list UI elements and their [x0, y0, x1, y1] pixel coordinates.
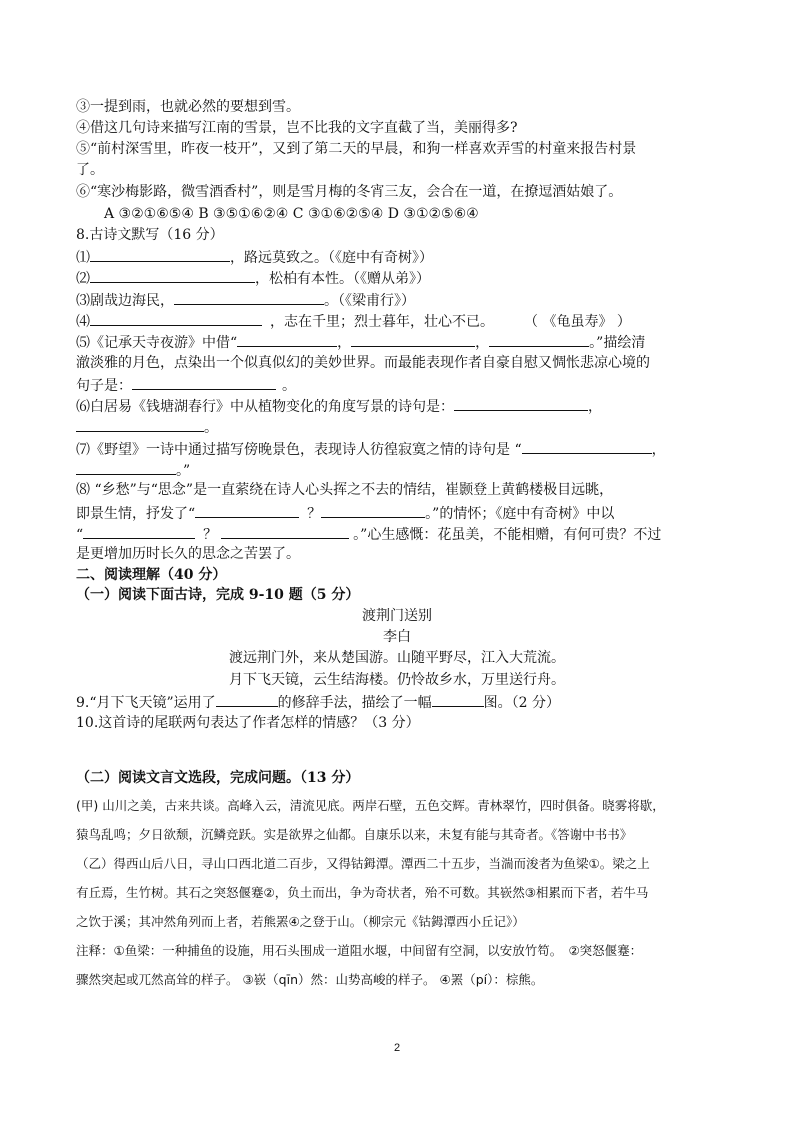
q8-title: 8.古诗文默写（16 分） [76, 227, 224, 243]
punct: ， [475, 335, 490, 351]
question-10: 10.这首诗的尾联两句表达了作者怎样的情感？（3 分） [76, 715, 420, 731]
answer-blank[interactable] [216, 691, 278, 707]
q8-line-6b [76, 416, 218, 438]
q7-sentence-4: ④借这几句诗来描写江南的雪景，岂不比我的文字直截了当，美丽得多? [76, 120, 518, 136]
q8-line-8: ⑻ “乡愁”与“思念”是一直萦绕在诗人心头挥之不去的情结，崔颢登上黄鹤楼极目远眺， [76, 482, 614, 498]
item-text: ，松柏有本性。（《赠从弟》） [255, 271, 430, 287]
answer-blank[interactable] [321, 502, 425, 518]
passage-yi-line-1: （乙）得西山后八日，寻山口西北道二百步，又得钴鉧潭。潭西二十五步，当湍而浚者为鱼梁①。梁之上 [76, 856, 650, 871]
item-text: 。”描绘清 [589, 335, 646, 351]
q8-line-7 [76, 438, 666, 460]
q8-line-5 [76, 331, 645, 353]
q7-sentence-5a: ⑤“前村深雪里，昨夜一枝开”，又到了第二天的早晨，和狗一样喜欢弄雪的村童来报告村景 [76, 141, 637, 157]
q8-line-1 [76, 246, 433, 268]
q8-line-5b: 澈淡雅的月色，点染出一个似真似幻的美妙世界。而最能表现作者自豪自慰又惆怅悲凉心境的 [76, 355, 650, 371]
q8-line-7b [76, 459, 190, 481]
q8-line-3 [76, 289, 415, 311]
item-text: 即景生情，抒发了“ [76, 506, 196, 522]
item-text: 。”心生感慨：花虽美，不能相赠，有何可贵？不过 [353, 527, 662, 543]
answer-blank[interactable] [237, 331, 337, 347]
punct: ， [651, 442, 666, 458]
item-text: 9.“月下飞天镜”运用了 [76, 695, 216, 711]
item-number: ⑷ [76, 314, 90, 330]
q8-line-4 [76, 310, 631, 332]
passage-jia-line-1: (甲) 山川之美，古来共谈。高峰入云，清流见底。两岸石壁，五色交辉。青林翠竹，四时俱备。晓雾将歇， [76, 798, 665, 813]
punct: ？ [203, 527, 218, 543]
poem-title: 渡荆门送别 [362, 608, 432, 624]
passage-yi-line-2: 有丘焉，生竹树。其石之突怒偃蹇②，负土而出，争为奇状者，殆不可数。其嵚然③相累而下者，若牛马 [76, 885, 649, 900]
punct: ？ [307, 506, 322, 522]
answer-blank[interactable] [195, 502, 299, 518]
item-text: 。”的情怀；《庭中有奇树》中以 [425, 506, 615, 522]
passage-yi-line-3: 之饮于溪；其冲然角列而上者，若熊罴④之登于山。（柳宗元《钴鉧潭西小丘记》） [76, 914, 525, 929]
annotation-line-2: 骤然突起或兀然高耸的样子。 ③嵚（qīn）然：山势高峻的样子。 ④罴（pí）：棕熊。 [76, 972, 544, 987]
answer-blank[interactable] [221, 523, 349, 539]
punct: 。 [282, 378, 296, 394]
item-text: 的修辞手法，描绘了一幅 [277, 695, 432, 711]
item-text: 句子是： [76, 378, 132, 394]
q8-line-8d: 是更增加历时长久的思念之苦罢了。 [76, 546, 300, 562]
answer-blank[interactable] [76, 459, 176, 475]
item-text: 图。（2 分） [483, 695, 561, 711]
item-text: ⑹白居易《钱塘湖春行》中从植物变化的角度写景的诗句是： [76, 399, 454, 415]
item-text: ，志在千里；烈士暮年，壮心不已。 [270, 314, 494, 330]
punct: ， [337, 335, 352, 351]
answer-blank[interactable] [522, 438, 652, 454]
q8-line-5c [76, 374, 296, 396]
item-number: ⑵ [76, 271, 90, 287]
page-number: 2 [393, 1042, 401, 1054]
answer-blank[interactable] [132, 374, 276, 390]
annotation-line-1: 注释：①鱼梁：一种捕鱼的设施，用石头围成一道阻水堰，中间留有空洞，以安放竹笱。 ②突怒偃蹇： [76, 943, 643, 958]
section-2-2-title: （二）阅读文言文选段，完成问题。（13 分） [76, 770, 360, 786]
q8-line-6 [76, 395, 602, 417]
q7-sentence-5b: 了。 [76, 162, 104, 178]
answer-blank[interactable] [76, 416, 204, 432]
item-number: ⑴ [76, 250, 90, 266]
poem-line-2: 月下飞天镜，云生结海楼。仍怜故乡水，万里送行舟。 [229, 672, 565, 688]
poem-line-1: 渡远荆门外，来从楚国游。山随平野尽，江入大荒流。 [229, 650, 565, 666]
answer-blank[interactable] [432, 691, 484, 707]
answer-blank[interactable] [90, 310, 262, 326]
answer-blank[interactable] [83, 523, 195, 539]
question-9 [76, 691, 560, 713]
item-text: ⑸《记承天寺夜游》中借“ [76, 335, 238, 351]
punct: ， [588, 399, 602, 415]
punct: 。” [176, 463, 191, 479]
item-text: 。（《梁甫行》） [324, 293, 415, 309]
answer-blank[interactable] [489, 331, 589, 347]
punct: “ [76, 527, 84, 543]
section-2-1-title: （一）阅读下面古诗，完成 9-10 题（5 分） [76, 587, 360, 603]
q7-sentence-6: ⑥“寒沙梅影路，微雪酒香村”，则是雪月梅的冬宵三友，会合在一道，在撩逗酒姑娘了。 [76, 184, 623, 200]
punct: 。 [204, 420, 218, 436]
q7-choices: A ③②①⑥⑤④ B ③⑤①⑥②④ C ③①⑥②⑤④ D ③①②⑤⑥④ [104, 206, 479, 222]
answer-blank[interactable] [174, 289, 324, 305]
item-text: ，路远莫致之。（《庭中有奇树》） [230, 250, 433, 266]
item-source: （ 《龟虽寿》 ） [524, 314, 631, 330]
q8-line-8b [76, 502, 614, 524]
answer-blank[interactable] [90, 267, 255, 283]
item-text: ⑺《野望》一诗中通过描写傍晚景色，表现诗人彷徨寂寞之情的诗句是 “ [76, 442, 522, 458]
answer-blank[interactable] [351, 331, 475, 347]
q8-line-8c [76, 523, 661, 545]
q8-line-2 [76, 267, 430, 289]
item-text: ⑶剧哉边海民， [76, 293, 174, 309]
answer-blank[interactable] [90, 246, 230, 262]
q7-sentence-3: ③一提到雨，也就必然的要想到雪。 [76, 99, 300, 115]
answer-blank[interactable] [454, 395, 588, 411]
passage-jia-line-2: 猿鸟乱鸣；夕日欲颓，沉鳞竞跃。实是欲界之仙都。自康乐以来，未复有能与其奇者。《答谢中书书》 [76, 827, 633, 842]
section-2-title: 二、阅读理解（40 分） [76, 567, 227, 583]
poem-author: 李白 [383, 629, 411, 645]
